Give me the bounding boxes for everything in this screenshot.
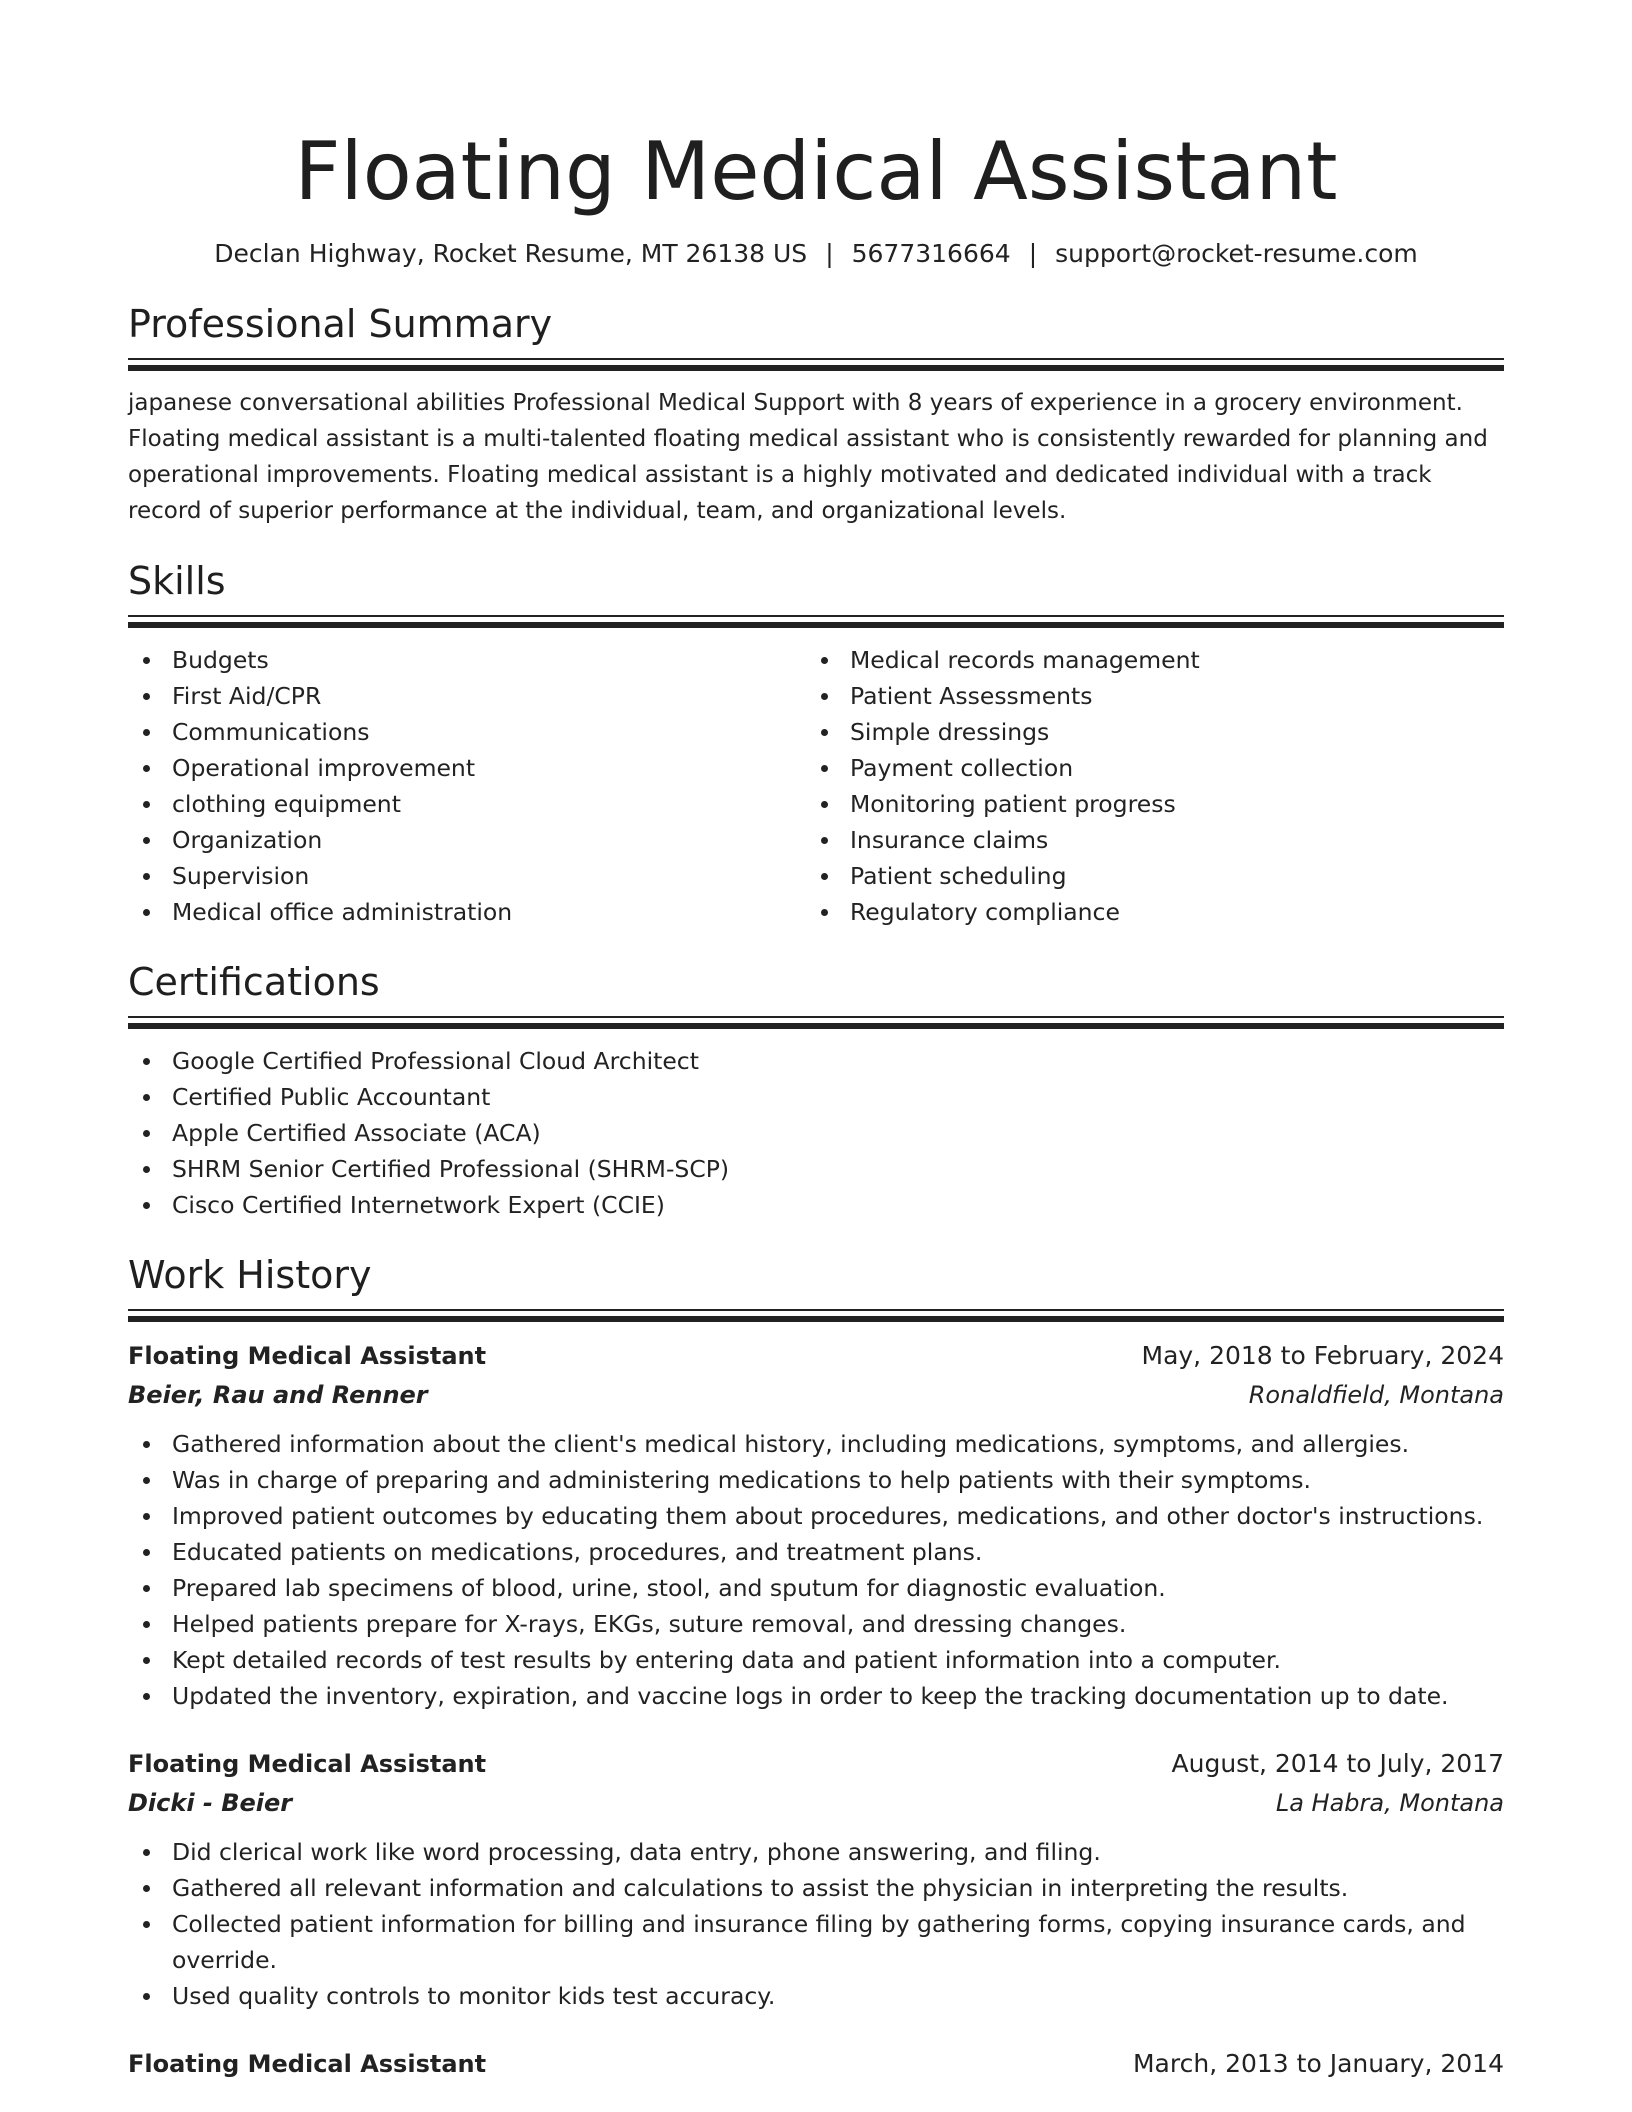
section-rule-thin [128, 1309, 1504, 1311]
section-rule-thin [128, 1016, 1504, 1018]
job-header [128, 2044, 1504, 2084]
job-company: Dicki - Beier [128, 1789, 293, 1817]
skill-item: clothing equipment [128, 786, 806, 822]
skills-list-right [806, 642, 1484, 930]
skill-item: Operational improvement [128, 750, 806, 786]
contact-address: Declan Highway, Rocket Resume, MT 26138 US [214, 239, 808, 268]
job-duty-item: Helped patients prepare for X-rays, EKGs, suture removal, and dressing changes. [128, 1606, 1504, 1642]
certifications-heading: Certifications [128, 960, 380, 1004]
job-entry [128, 2044, 1504, 2084]
job-subheader [128, 1376, 1504, 1414]
certification-item: Google Certified Professional Cloud Architect [128, 1043, 1504, 1079]
contact-phone: 5677316664 [851, 239, 1011, 268]
job-duty-item: Kept detailed records of test results by entering data and patient information into a computer. [128, 1642, 1504, 1678]
skill-item: Communications [128, 714, 806, 750]
job-duty-item: Updated the inventory, expiration, and vaccine logs in order to keep the tracking documentation up to date. [128, 1678, 1504, 1714]
job-duty-item: Collected patient information for billing and insurance filing by gathering forms, copying insurance cards, and override. [128, 1906, 1504, 1978]
summary-section [128, 302, 1504, 529]
skill-item: Regulatory compliance [806, 894, 1484, 930]
job-duty-item: Improved patient outcomes by educating them about procedures, medications, and other doctor's instructions. [128, 1498, 1504, 1534]
skill-item: Supervision [128, 858, 806, 894]
section-rule-thick [128, 622, 1504, 628]
job-duty-item: Did clerical work like word processing, data entry, phone answering, and filing. [128, 1834, 1504, 1870]
job-location: Ronaldfield, Montana [1248, 1381, 1504, 1409]
section-rule-thin [128, 615, 1504, 617]
summary-text: japanese conversational abilities Professional Medical Support with 8 years of experience in a grocery environment. Floating medical assistant is a multi-talented floating medical assistant who is consistently rewarded for planning and operational improvements. Floating medical assistant is a highly motivated and dedicated individual with a track record of superior performance at the individual, team, and organizational levels. [128, 390, 1488, 524]
job-company: Beier, Rau and Renner [128, 1381, 428, 1409]
job-header [128, 1336, 1504, 1376]
certification-item: SHRM Senior Certified Professional (SHRM-SCP) [128, 1151, 1504, 1187]
job-header [128, 1744, 1504, 1784]
skill-item: Organization [128, 822, 806, 858]
contact-separator: | [825, 239, 834, 268]
job-dates: May, 2018 to February, 2024 [1141, 1341, 1504, 1370]
job-dates: August, 2014 to July, 2017 [1171, 1749, 1504, 1778]
job-duty-item: Educated patients on medications, procedures, and treatment plans. [128, 1534, 1504, 1570]
skills-list-left [128, 642, 806, 930]
resume-title: Floating Medical Assistant [294, 125, 1338, 218]
contact-separator: | [1028, 239, 1038, 268]
job-duty-item: Used quality controls to monitor kids test accuracy. [128, 1978, 1504, 2014]
certification-item: Apple Certified Associate (ACA) [128, 1115, 1504, 1151]
skills-grid [128, 642, 1504, 930]
skill-item: Payment collection [806, 750, 1484, 786]
certifications-section [128, 960, 1504, 1223]
skills-section [128, 559, 1504, 930]
skills-heading: Skills [128, 559, 226, 603]
summary-heading: Professional Summary [128, 302, 553, 346]
contact-line [128, 238, 1504, 270]
skill-item: Medical office administration [128, 894, 806, 930]
job-duty-item: Prepared lab specimens of blood, urine, stool, and sputum for diagnostic evaluation. [128, 1570, 1504, 1606]
job-entry [128, 1744, 1504, 2014]
job-duties-list [128, 1426, 1504, 1714]
certifications-list [128, 1043, 1504, 1223]
job-duty-item: Gathered information about the client's medical history, including medications, symptoms, and allergies. [128, 1426, 1504, 1462]
section-rule-thin [128, 358, 1504, 360]
section-rule-thick [128, 365, 1504, 371]
job-title: Floating Medical Assistant [128, 2050, 487, 2078]
section-rule-thick [128, 1316, 1504, 1322]
job-location: La Habra, Montana [1275, 1789, 1504, 1817]
skill-item: First Aid/CPR [128, 678, 806, 714]
section-rule-thick [128, 1023, 1504, 1029]
job-subheader [128, 1784, 1504, 1822]
certification-item: Certified Public Accountant [128, 1079, 1504, 1115]
job-entry [128, 1336, 1504, 1714]
resume-page [128, 0, 1504, 2084]
skill-item: Insurance claims [806, 822, 1484, 858]
work-history-heading: Work History [128, 1253, 372, 1297]
skill-item: Patient Assessments [806, 678, 1484, 714]
job-duty-item: Was in charge of preparing and administering medications to help patients with their symptoms. [128, 1462, 1504, 1498]
certification-item: Cisco Certified Internetwork Expert (CCIE) [128, 1187, 1504, 1223]
job-title: Floating Medical Assistant [128, 1750, 487, 1778]
skill-item: Medical records management [806, 642, 1484, 678]
job-duties-list [128, 1834, 1504, 2014]
job-title: Floating Medical Assistant [128, 1342, 487, 1370]
skill-item: Simple dressings [806, 714, 1484, 750]
contact-email: support@rocket-resume.com [1055, 239, 1418, 268]
job-dates: March, 2013 to January, 2014 [1132, 2049, 1504, 2078]
skill-item: Patient scheduling [806, 858, 1484, 894]
job-duty-item: Gathered all relevant information and calculations to assist the physician in interpreting the results. [128, 1870, 1504, 1906]
skill-item: Monitoring patient progress [806, 786, 1484, 822]
work-history-section [128, 1253, 1504, 2084]
skill-item: Budgets [128, 642, 806, 678]
